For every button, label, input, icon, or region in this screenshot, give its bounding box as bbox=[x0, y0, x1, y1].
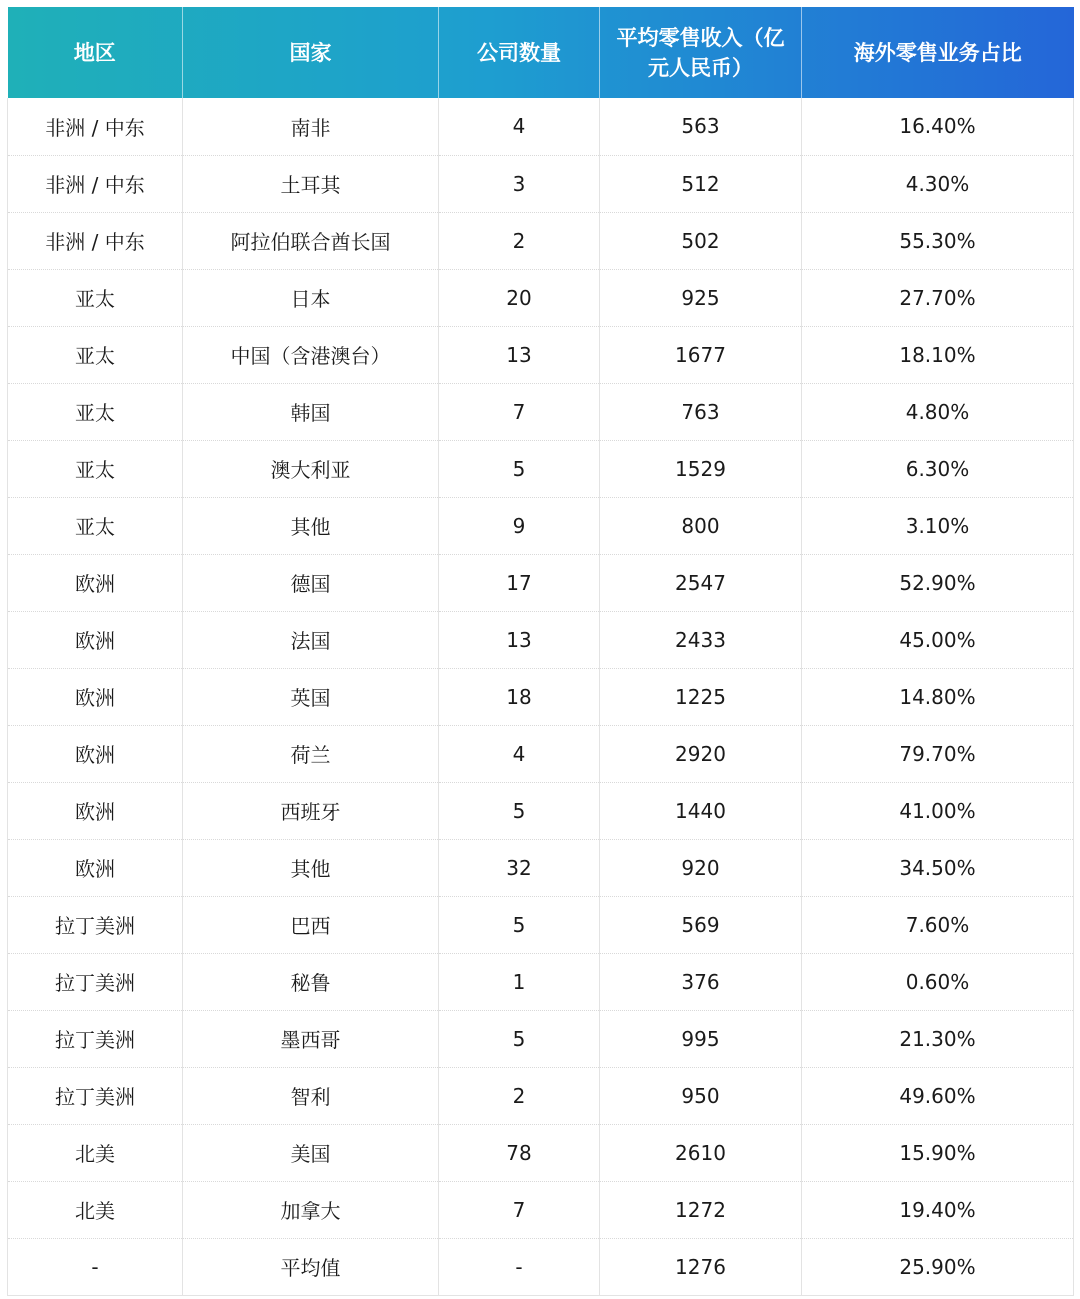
cell-region: - bbox=[8, 1238, 183, 1295]
cell-overseas-share: 45.00% bbox=[802, 611, 1074, 668]
cell-overseas-share: 4.80% bbox=[802, 383, 1074, 440]
cell-avg-revenue: 1272 bbox=[600, 1181, 802, 1238]
cell-avg-revenue: 563 bbox=[600, 98, 802, 155]
cell-region: 欧洲 bbox=[8, 782, 183, 839]
cell-region: 拉丁美洲 bbox=[8, 953, 183, 1010]
cell-company-count: 2 bbox=[439, 1067, 600, 1124]
cell-overseas-share: 14.80% bbox=[802, 668, 1074, 725]
cell-overseas-share: 18.10% bbox=[802, 326, 1074, 383]
cell-country: 平均值 bbox=[183, 1238, 439, 1295]
cell-avg-revenue: 1276 bbox=[600, 1238, 802, 1295]
cell-region: 欧洲 bbox=[8, 668, 183, 725]
cell-country: 中国（含港澳台） bbox=[183, 326, 439, 383]
header-avg-retail-revenue: 平均零售收入（亿元人民币） bbox=[600, 7, 802, 98]
cell-region: 北美 bbox=[8, 1181, 183, 1238]
cell-avg-revenue: 1225 bbox=[600, 668, 802, 725]
cell-company-count: 9 bbox=[439, 497, 600, 554]
table-body bbox=[8, 98, 1074, 1295]
cell-overseas-share: 19.40% bbox=[802, 1181, 1074, 1238]
cell-overseas-share: 52.90% bbox=[802, 554, 1074, 611]
cell-country: 澳大利亚 bbox=[183, 440, 439, 497]
cell-country: 墨西哥 bbox=[183, 1010, 439, 1067]
cell-country: 秘鲁 bbox=[183, 953, 439, 1010]
cell-overseas-share: 4.30% bbox=[802, 155, 1074, 212]
cell-company-count: 4 bbox=[439, 725, 600, 782]
cell-avg-revenue: 2547 bbox=[600, 554, 802, 611]
cell-country: 西班牙 bbox=[183, 782, 439, 839]
table-row bbox=[8, 212, 1074, 269]
cell-region: 拉丁美洲 bbox=[8, 1010, 183, 1067]
cell-country: 日本 bbox=[183, 269, 439, 326]
cell-country: 法国 bbox=[183, 611, 439, 668]
cell-country: 阿拉伯联合酋长国 bbox=[183, 212, 439, 269]
cell-company-count: 3 bbox=[439, 155, 600, 212]
cell-region: 亚太 bbox=[8, 497, 183, 554]
table-row bbox=[8, 668, 1074, 725]
cell-region: 亚太 bbox=[8, 383, 183, 440]
table-row bbox=[8, 497, 1074, 554]
cell-avg-revenue: 950 bbox=[600, 1067, 802, 1124]
table-row bbox=[8, 1181, 1074, 1238]
cell-avg-revenue: 920 bbox=[600, 839, 802, 896]
cell-company-count: 2 bbox=[439, 212, 600, 269]
cell-overseas-share: 7.60% bbox=[802, 896, 1074, 953]
cell-overseas-share: 41.00% bbox=[802, 782, 1074, 839]
cell-company-count: 5 bbox=[439, 1010, 600, 1067]
cell-overseas-share: 49.60% bbox=[802, 1067, 1074, 1124]
table-header bbox=[8, 7, 1074, 98]
cell-avg-revenue: 569 bbox=[600, 896, 802, 953]
cell-company-count: 32 bbox=[439, 839, 600, 896]
table-row bbox=[8, 383, 1074, 440]
cell-avg-revenue: 763 bbox=[600, 383, 802, 440]
cell-avg-revenue: 800 bbox=[600, 497, 802, 554]
cell-country: 荷兰 bbox=[183, 725, 439, 782]
table-row bbox=[8, 269, 1074, 326]
cell-overseas-share: 3.10% bbox=[802, 497, 1074, 554]
cell-country: 美国 bbox=[183, 1124, 439, 1181]
table-row bbox=[8, 1238, 1074, 1295]
cell-country: 巴西 bbox=[183, 896, 439, 953]
cell-region: 非洲 / 中东 bbox=[8, 212, 183, 269]
cell-country: 土耳其 bbox=[183, 155, 439, 212]
cell-company-count: 78 bbox=[439, 1124, 600, 1181]
cell-avg-revenue: 2920 bbox=[600, 725, 802, 782]
cell-avg-revenue: 995 bbox=[600, 1010, 802, 1067]
cell-country: 南非 bbox=[183, 98, 439, 155]
cell-country: 韩国 bbox=[183, 383, 439, 440]
cell-overseas-share: 16.40% bbox=[802, 98, 1074, 155]
cell-overseas-share: 0.60% bbox=[802, 953, 1074, 1010]
cell-overseas-share: 79.70% bbox=[802, 725, 1074, 782]
cell-company-count: 4 bbox=[439, 98, 600, 155]
cell-region: 拉丁美洲 bbox=[8, 896, 183, 953]
cell-region: 非洲 / 中东 bbox=[8, 98, 183, 155]
cell-company-count: 1 bbox=[439, 953, 600, 1010]
cell-avg-revenue: 512 bbox=[600, 155, 802, 212]
cell-region: 欧洲 bbox=[8, 611, 183, 668]
table-row bbox=[8, 839, 1074, 896]
cell-avg-revenue: 1677 bbox=[600, 326, 802, 383]
table-row bbox=[8, 98, 1074, 155]
cell-overseas-share: 55.30% bbox=[802, 212, 1074, 269]
cell-avg-revenue: 2610 bbox=[600, 1124, 802, 1181]
cell-company-count: 13 bbox=[439, 326, 600, 383]
cell-company-count: 5 bbox=[439, 782, 600, 839]
table-row bbox=[8, 1010, 1074, 1067]
cell-country: 德国 bbox=[183, 554, 439, 611]
table-row bbox=[8, 725, 1074, 782]
cell-company-count: 7 bbox=[439, 383, 600, 440]
cell-region: 拉丁美洲 bbox=[8, 1067, 183, 1124]
cell-region: 亚太 bbox=[8, 269, 183, 326]
cell-region: 欧洲 bbox=[8, 725, 183, 782]
cell-avg-revenue: 1529 bbox=[600, 440, 802, 497]
cell-region: 亚太 bbox=[8, 440, 183, 497]
cell-avg-revenue: 376 bbox=[600, 953, 802, 1010]
cell-country: 智利 bbox=[183, 1067, 439, 1124]
cell-overseas-share: 21.30% bbox=[802, 1010, 1074, 1067]
cell-avg-revenue: 502 bbox=[600, 212, 802, 269]
cell-country: 英国 bbox=[183, 668, 439, 725]
header-overseas-share: 海外零售业务占比 bbox=[853, 40, 1022, 65]
table-row bbox=[8, 611, 1074, 668]
cell-company-count: 13 bbox=[439, 611, 600, 668]
cell-region: 欧洲 bbox=[8, 554, 183, 611]
cell-region: 欧洲 bbox=[8, 839, 183, 896]
cell-company-count: - bbox=[439, 1238, 600, 1295]
cell-region: 北美 bbox=[8, 1124, 183, 1181]
cell-company-count: 5 bbox=[439, 896, 600, 953]
table-row bbox=[8, 1067, 1074, 1124]
table-row bbox=[8, 782, 1074, 839]
cell-avg-revenue: 2433 bbox=[600, 611, 802, 668]
header-company-count: 公司数量 bbox=[439, 7, 600, 98]
cell-overseas-share: 27.70% bbox=[802, 269, 1074, 326]
cell-avg-revenue: 925 bbox=[600, 269, 802, 326]
header-row bbox=[8, 7, 1074, 98]
cell-company-count: 20 bbox=[439, 269, 600, 326]
table-row bbox=[8, 554, 1074, 611]
table-row bbox=[8, 326, 1074, 383]
header-region: 地区 bbox=[8, 7, 183, 98]
cell-country: 其他 bbox=[183, 839, 439, 896]
cell-overseas-share: 25.90% bbox=[802, 1238, 1074, 1295]
cell-company-count: 17 bbox=[439, 554, 600, 611]
table-row bbox=[8, 953, 1074, 1010]
cell-avg-revenue: 1440 bbox=[600, 782, 802, 839]
cell-company-count: 5 bbox=[439, 440, 600, 497]
table-row bbox=[8, 1124, 1074, 1181]
cell-company-count: 18 bbox=[439, 668, 600, 725]
retail-revenue-table bbox=[7, 7, 1074, 1296]
cell-overseas-share: 34.50% bbox=[802, 839, 1074, 896]
cell-country: 加拿大 bbox=[183, 1181, 439, 1238]
cell-overseas-share: 6.30% bbox=[802, 440, 1074, 497]
table-row bbox=[8, 896, 1074, 953]
table-row bbox=[8, 440, 1074, 497]
cell-company-count: 7 bbox=[439, 1181, 600, 1238]
retail-revenue-table-container bbox=[7, 7, 1073, 1296]
table-row bbox=[8, 155, 1074, 212]
cell-country: 其他 bbox=[183, 497, 439, 554]
cell-region: 非洲 / 中东 bbox=[8, 155, 183, 212]
cell-overseas-share: 15.90% bbox=[802, 1124, 1074, 1181]
cell-region: 亚太 bbox=[8, 326, 183, 383]
header-country: 国家 bbox=[183, 7, 439, 98]
